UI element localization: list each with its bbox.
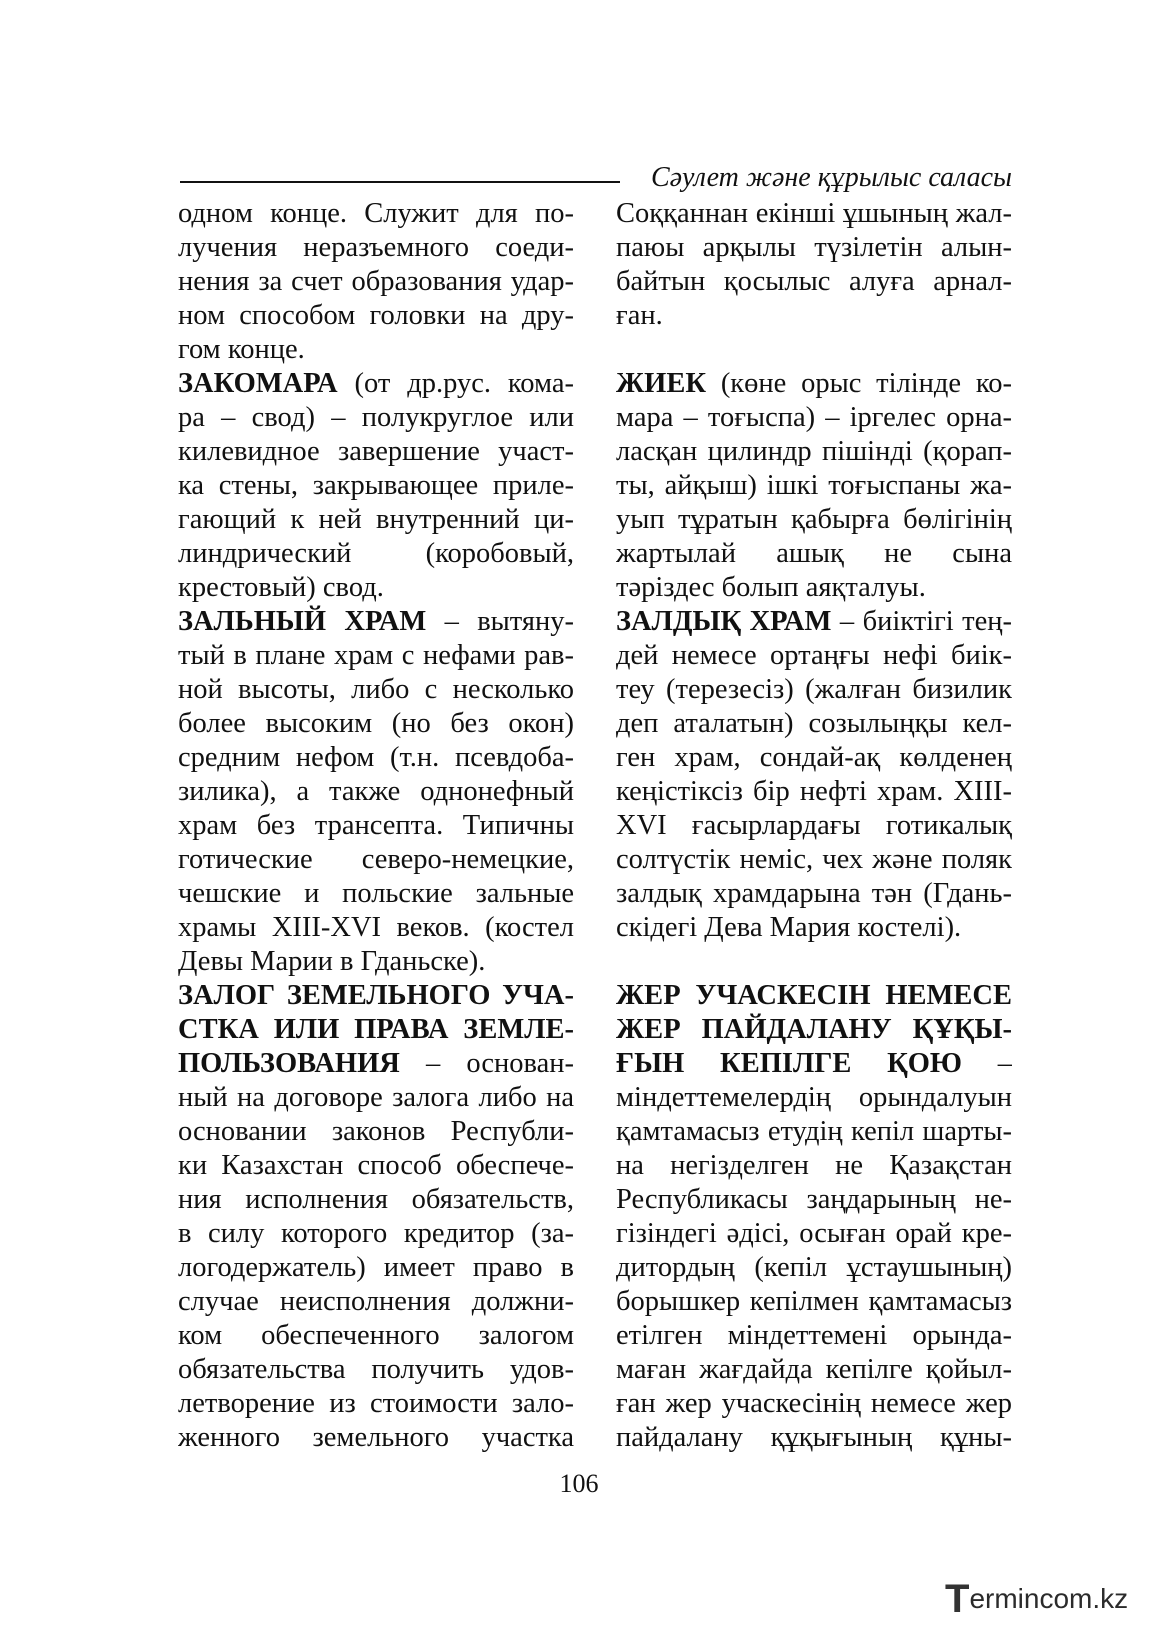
entry-zhiek [616, 367, 1012, 605]
text-line: ған. [616, 300, 663, 331]
text-line: ки Казахстан способ обеспече- [178, 1150, 574, 1181]
text-line [178, 367, 574, 401]
left-column [178, 197, 574, 1455]
text-line: храм без трансепта. Типичны [178, 810, 574, 841]
entry-term: ПОЛЬЗОВАНИЯ [178, 1048, 400, 1079]
text-line: жартылай ашық не сына [616, 538, 1012, 569]
text-line: маған жағдайда кепілге қойыл- [616, 1354, 1012, 1385]
text-line: теу (терезесіз) (жалған бизилик [616, 674, 1012, 705]
text-line: основании законов Республи- [178, 1116, 574, 1147]
page-number: 106 [559, 1469, 599, 1498]
text-line: Республикасы заңдарының не- [616, 1184, 1012, 1215]
text-fragment: – основан- [399, 1048, 574, 1079]
text-line: ном способом головки на дру- [178, 300, 574, 331]
entry-zher-uchaskesin [616, 979, 1012, 1455]
text-line: тәріздес болып аяқталуы. [616, 572, 926, 603]
text-line: ған жер учаскесінің немесе жер [616, 1388, 1012, 1419]
text-line: ты, айқыш) ішкі тоғыспаны жа- [616, 470, 1012, 501]
text-fragment: – вытяну- [426, 606, 574, 637]
text-line: зилика), а также однонефный [178, 776, 574, 807]
text-line: залдық храмдарына тән (Гдань- [616, 878, 1012, 909]
text-line: міндеттемелердің орындалуын [616, 1082, 1012, 1113]
text-line: ген храм, сондай-ақ көлденең [616, 742, 1012, 773]
entry-term: ЖИЕК [616, 368, 707, 399]
watermark-letter: T [945, 1577, 970, 1621]
text-line: гом конце. [178, 334, 305, 365]
text-line: скідегі Дева Мария костелі). [616, 912, 962, 943]
text-line: гающий к ней внутренний ци- [178, 504, 574, 535]
text-line: Соққаннан екінші ұшының жал- [616, 198, 1012, 229]
text-line: ния исполнения обязательств, [178, 1184, 574, 1215]
entry-continuation [616, 197, 1012, 333]
header-rule [180, 181, 620, 183]
text-line: случае неисполнения должни- [178, 1286, 574, 1317]
text-line: борышкер кепілмен қамтамасыз [616, 1286, 1012, 1317]
text-line: ной высоты, либо с несколько [178, 674, 574, 705]
text-line: пайдалану құқығының құны- [616, 1422, 1012, 1453]
text-fragment: (от др.рус. кома- [337, 368, 574, 399]
text-line: кеңістіксіз бір нефті храм. XIII- [616, 776, 1012, 807]
text-line: лучения неразъемного соеди- [178, 232, 574, 263]
running-header: Сәулет және құрылыс саласы [650, 162, 1012, 193]
text-line [178, 605, 574, 639]
text-fragment: – [962, 1048, 1012, 1079]
text-line: женного земельного участка [178, 1422, 574, 1453]
text-line: чешские и польские зальные [178, 878, 574, 909]
text-line: в силу которого кредитор (за- [178, 1218, 574, 1249]
text-fragment: – биіктігі тең- [831, 606, 1012, 637]
text-line: крестовый) свод. [178, 572, 384, 603]
right-column [616, 197, 1012, 1455]
text-line: дей немесе ортаңғы нефі биік- [616, 640, 1012, 671]
text-line: етілген міндеттемені орында- [616, 1320, 1012, 1351]
text-line: деп аталатын) созылыңқы кел- [616, 708, 1012, 739]
text-line: гізіндегі әдісі, осыған орай кре- [616, 1218, 1012, 1249]
text-line [178, 1047, 574, 1081]
entry-term: ЖЕР ПАЙДАЛАНУ ҚҰҚЫ- [616, 1014, 1012, 1045]
entry-term: СТКА ИЛИ ПРАВА ЗЕМЛЕ- [178, 1014, 574, 1045]
text-line: байтын қосылыс алуға арнал- [616, 266, 1012, 297]
entry-zakomara [178, 367, 574, 605]
text-line: летворение из стоимости зало- [178, 1388, 574, 1419]
text-line: на негізделген не Қазақстан [616, 1150, 1012, 1181]
entry-continuation [178, 197, 574, 367]
text-line: логодержатель) имеет право в [178, 1252, 574, 1283]
text-line: линдрический (коробовый, [178, 538, 574, 569]
text-line: более высоким (но без окон) [178, 708, 574, 739]
text-line: ка стены, закрывающее приле- [178, 470, 574, 501]
text-line: мара – тоғыспа) – іргелес орна- [616, 402, 1012, 433]
text-line: XVI ғасырлардағы готикалық [616, 810, 1012, 841]
text-line: солтүстік неміс, чех және поляк [616, 844, 1012, 875]
text-line: дитордың (кепіл ұстаушының) [616, 1252, 1012, 1283]
text-line: ласқан цилиндр пішінді (қорап- [616, 436, 1012, 467]
entry-term: ҒЫН КЕПІЛГЕ ҚОЮ [616, 1048, 963, 1079]
text-line: уып тұратын қабырға бөлігінің [616, 504, 1012, 535]
watermark-text: ermincom.kz [969, 1583, 1129, 1614]
text-line [616, 605, 1012, 639]
watermark-logo [945, 1578, 1145, 1620]
entry-term: ЗАЛОГ ЗЕМЕЛЬНОГО УЧА- [178, 980, 574, 1011]
text-line: готические северо-немецкие, [178, 844, 574, 875]
text-line: средним нефом (т.н. псевдоба- [178, 742, 574, 773]
text-line: обязательства получить удов- [178, 1354, 574, 1385]
text-line [616, 367, 1012, 401]
entry-term: ЗАЛДЫҚ ХРАМ [616, 606, 832, 637]
text-fragment: (көне орыс тілінде ко- [706, 368, 1012, 399]
text-line: Девы Марии в Гданьске). [178, 946, 486, 977]
entry-zaldyk-khram [616, 605, 1012, 945]
text-line: килевидное завершение участ- [178, 436, 574, 467]
text-line: ком обеспеченного залогом [178, 1320, 574, 1351]
entry-zalog [178, 979, 574, 1455]
text-line: одном конце. Служит для по- [178, 198, 574, 229]
text-line: тый в плане храм с нефами рав- [178, 640, 574, 671]
entry-zalny-khram [178, 605, 574, 979]
entry-term: ЗАКОМАРА [178, 368, 338, 399]
text-line [616, 1047, 1012, 1081]
text-line: паюы арқылы түзілетін алын- [616, 232, 1012, 263]
entry-term: ЖЕР УЧАСКЕСІН НЕМЕСЕ [616, 980, 1012, 1011]
text-line: храмы XIII-XVI веков. (костел [178, 912, 574, 943]
entry-term: ЗАЛЬНЫЙ ХРАМ [178, 606, 427, 637]
text-line: ра – свод) – полукруглое или [178, 402, 574, 433]
text-line: нения за счет образования удар- [178, 266, 574, 297]
text-line: қамтамасыз етудің кепіл шарты- [616, 1116, 1012, 1147]
text-line: ный на договоре залога либо на [178, 1082, 574, 1113]
